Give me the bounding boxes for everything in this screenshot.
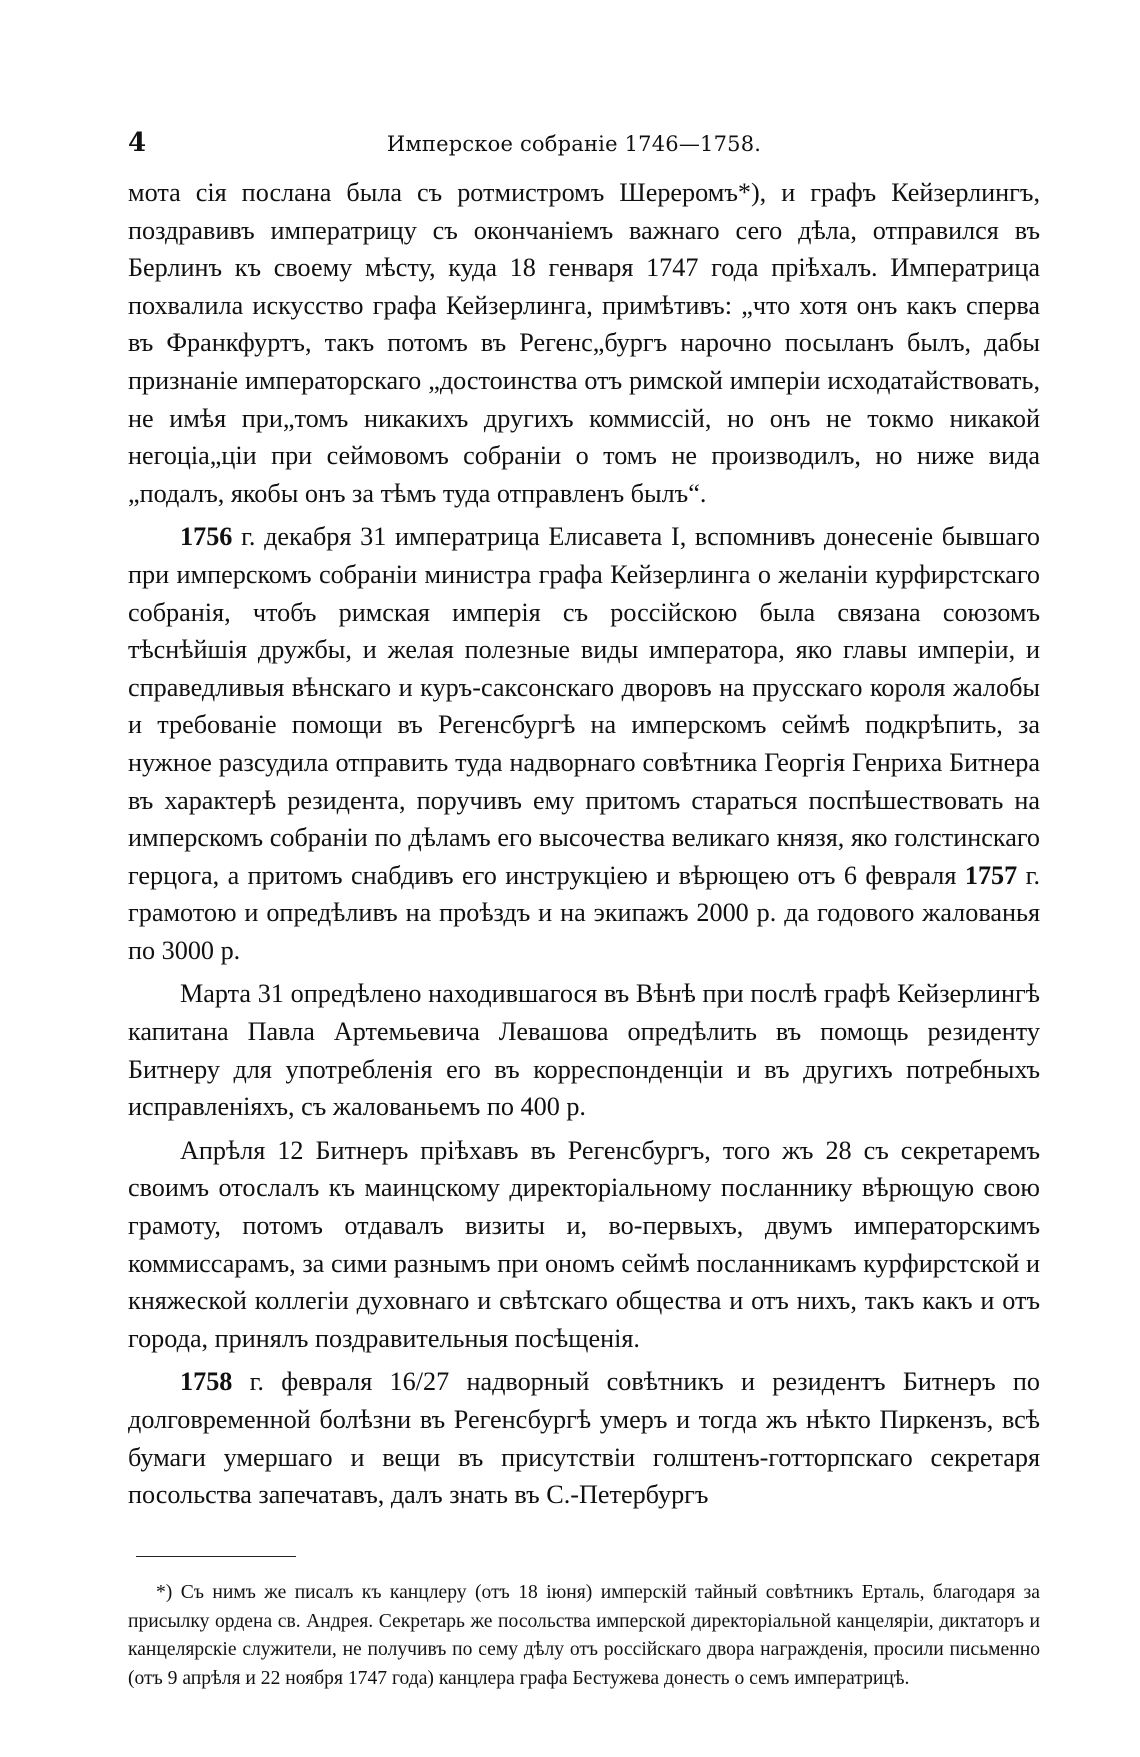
paragraph-5 xyxy=(128,1363,1040,1513)
paragraph-4: Апрѣля 12 Битнеръ прiѣхавъ въ Регенсбургъ, того жъ 28 съ секретаремъ своимъ отослалъ къ маинцскому директорiальному посланнику вѣрющую свою грамоту, потомъ отдавалъ визиты и, во-первыхъ, двумъ императорскимъ коммиссарамъ, за сими разнымъ при ономъ сеймѣ посланникамъ курфирстской и княжеской коллегiи духовнаго и свѣтскаго общества и отъ нихъ, такъ какъ и отъ города, принялъ поздравительныя посѣщенiя. xyxy=(128,1135,1040,1353)
page-number: 4 xyxy=(128,128,147,158)
year-1758: 1758 xyxy=(180,1367,233,1397)
paragraph-3: Марта 31 опредѣлено находившагося въ Вѣнѣ при послѣ графѣ Кейзерлингѣ капитана Павла Артемьевича Левашова опредѣлить въ помощь резиденту Битнеру для употребленiя его въ корреспонденцiи и въ другихъ потребныхъ исправленiяхъ, съ жалованьемъ по 400 р. xyxy=(128,979,1040,1122)
footnote: *) Съ нимъ же писалъ къ канцлеру (отъ 18 iюня) имперскiй тайный совѣтникъ Ерталь, благодаря за присылку ордена св. Андрея. Секретарь же посольства имперской директорiальной канцелярiи, диктаторъ и канцелярскiе служители, не получивъ по сему дѣлу отъ россiйскаго двора награжденiя, просили письменно (отъ 9 апрѣля и 22 ноября 1747 года) канцлера графа Бестужева донесть о семъ императрицѣ. xyxy=(128,1581,1040,1690)
footnote-divider xyxy=(136,1556,296,1557)
paragraph-1: мота сiя послана была съ ротмистромъ Шереромъ*), и графъ Кейзерлингъ, поздравивъ императрицу съ окончанiемъ важнаго сего дѣла, отправился въ Берлинъ къ своему мѣсту, куда 18 генваря 1747 года прiѣхалъ. Императрица похвалила искусство графа Кейзерлинга, примѣтивъ: „что хотя онъ какъ сперва въ Франкфуртъ, такъ потомъ въ Регенс„бургъ нарочно посыланъ былъ, дабы признанie императорскаго „достоинства отъ римской имперiи исходатайствовать, не имѣя при„томъ никакихъ другихъ коммиссiй, но онъ не токмо никакой негоцiа„цiи при сеймовомъ собранiи о томъ не производилъ, но ниже вида „подалъ, якобы онъ за тѣмъ туда отправленъ былъ“. xyxy=(128,178,1040,508)
main-text xyxy=(128,174,1040,1514)
page-header xyxy=(128,128,1040,162)
book-page xyxy=(128,128,1040,1694)
paragraph-2-text-b: г. грамотою и опредѣливъ на проѣздъ и на экипажъ 2000 р. да годового жалованья по 3000 р. xyxy=(128,860,1041,965)
paragraph-2 xyxy=(128,518,1040,969)
paragraph-2-text-a: г. декабря 31 императрица Елисавета I, вспомнивъ донесенie бывшаго при имперскомъ собранiи министра графа Кейзерлинга о желанiи курфирстскаго собранiя, чтобъ римская имперiя съ россiйскою была связана союзомъ тѣснѣйшiя дружбы, и желая полезные виды императора, яко главы имперiи, и справедливыя вѣнскаго и куръ-саксонскаго дворовъ на прусскаго короля жалобы и требованie помощи въ Регенсбургѣ на имперскомъ сеймѣ подкрѣпить, за нужное разсудила отправить туда надворнаго совѣтника Георгiя Генриха Битнера въ характерѣ резидента, поручивъ ему притомъ стараться поспѣшествовать на имперскомъ собранiи по дѣламъ его высочества великаго князя, яко голстинскаго герцога, а притомъ снабдивъ его инструкцiею и вѣрющею отъ 6 февраля xyxy=(128,522,1041,890)
year-1757: 1757 xyxy=(964,860,1018,890)
year-1756: 1756 xyxy=(180,522,233,552)
paragraph-5-text: г. февраля 16/27 надворный совѣтникъ и резидентъ Битнеръ по долговременной болѣзни въ Регенсбургѣ умеръ и тогда жъ нѣкто Пиркензъ, всѣ бумаги умершаго и вещи въ присутствiи голштенъ-готторпскаго секретаря посольства запечатавъ, далъ знать въ С.-Петербургъ xyxy=(128,1367,1040,1510)
running-title: Имперское собранie 1746—1758. xyxy=(386,132,762,156)
